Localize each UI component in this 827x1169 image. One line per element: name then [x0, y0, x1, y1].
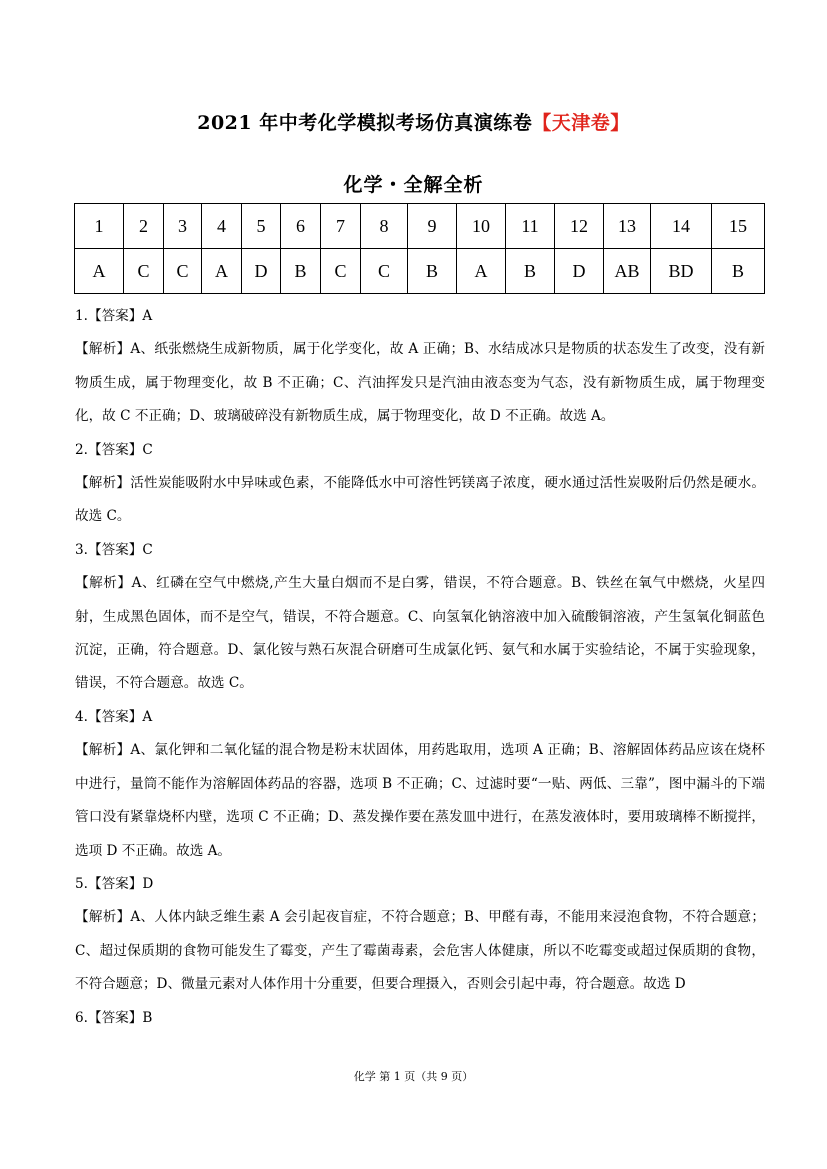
- table-cell-answer: D: [242, 249, 281, 294]
- table-cell-number: 13: [604, 204, 651, 249]
- page-footer: 化学 第 1 页（共 9 页）: [353, 1070, 474, 1083]
- table-cell-number: 10: [457, 204, 506, 249]
- table-cell-answer: C: [321, 249, 361, 294]
- table-cell-answer: A: [202, 249, 242, 294]
- table-cell-answer: A: [457, 249, 506, 294]
- table-cell-answer: B: [712, 249, 765, 294]
- table-cell-answer: C: [164, 249, 202, 294]
- table-cell-number: 8: [361, 204, 408, 249]
- answer-line: 1.【答案】A: [75, 308, 153, 324]
- analysis-paragraph: 【解析】A、红磷在空气中燃烧,产生大量白烟而不是白雾，错误，不符合题意。B、铁丝在氧气中燃烧，火星四射，生成黑色固体，而不是空气，错误，不符合题意。C、向氢氧化钠溶液中加入硫酸铜溶液，产生氢氧化铜蓝色沉淀，正确，符合题意。D、氯化铵与熟石灰混合研磨可生成氯化钙、氨气和水属于实验结论，不属于实验现象，错误，不符合题意。故选 C。: [75, 575, 765, 692]
- analysis-paragraph: 【解析】活性炭能吸附水中异味或色素，不能降低水中可溶性钙镁离子浓度，硬水通过活性炭吸附后仍然是硬水。故选 C。: [75, 475, 765, 525]
- table-cell-number: 2: [124, 204, 164, 249]
- table-cell-number: 7: [321, 204, 361, 249]
- table-cell-answer: B: [506, 249, 555, 294]
- table-cell-number: 6: [281, 204, 321, 249]
- table-cell-answer: C: [361, 249, 408, 294]
- answer-table-answer-row: [75, 249, 765, 294]
- table-cell-number: 1: [75, 204, 124, 249]
- page-title: [0, 108, 827, 135]
- title-highlight: 【天津卷】: [532, 112, 630, 134]
- answer-table: [74, 203, 765, 294]
- table-cell-number: 9: [408, 204, 457, 249]
- answer-line: 3.【答案】C: [75, 541, 153, 558]
- answer-line: 5.【答案】D: [75, 875, 154, 892]
- answer-line: 2.【答案】C: [75, 441, 153, 458]
- table-cell-answer: AB: [604, 249, 651, 294]
- table-cell-answer: B: [281, 249, 321, 294]
- table-cell-answer: C: [124, 249, 164, 294]
- table-cell-answer: BD: [651, 249, 712, 294]
- table-cell-answer: B: [408, 249, 457, 294]
- table-cell-number: 3: [164, 204, 202, 249]
- table-cell-number: 4: [202, 204, 242, 249]
- table-cell-answer: A: [75, 249, 124, 294]
- analysis-paragraph: 【解析】A、人体内缺乏维生素 A 会引起夜盲症，不符合题意；B、甲醛有毒，不能用来浸泡食物，不符合题意；C、超过保质期的食物可能发生了霉变，产生了霉菌毒素，会危害人体健康，所以不吃霉变或超过保质期的食物，不符合题意；D、微量元素对人体作用十分重要，但要合理摄入，否则会引起中毒，符合题意。故选 D: [75, 909, 765, 993]
- analysis-paragraph: 【解析】A、氯化钾和二氧化锰的混合物是粉末状固体，用药匙取用，选项 A 正确；B、溶解固体药品应该在烧杯中进行，量筒不能作为溶解固体药品的容器，选项 B 不正确；C、过滤时要“一贴、两低、三靠”，图中漏斗的下端管口没有紧靠烧杯内壁，选项 C 不正确；D、蒸发操作要在蒸发皿中进行，在蒸发液体时，要用玻璃棒不断搅拌，选项 D 不正确。故选 A。: [75, 742, 765, 859]
- table-cell-number: 14: [651, 204, 712, 249]
- answer-line: 6.【答案】B: [75, 1009, 153, 1026]
- table-cell-number: 5: [242, 204, 281, 249]
- explanations: [75, 300, 765, 1035]
- table-cell-number: 15: [712, 204, 765, 249]
- table-cell-number: 12: [555, 204, 604, 249]
- title-prefix: 2021 年中考化学模拟考场仿真演练卷: [197, 112, 533, 134]
- answer-line: 4.【答案】A: [75, 708, 153, 725]
- analysis-paragraph: 【解析】A、纸张燃烧生成新物质，属于化学变化，故 A 正确；B、水结成冰只是物质的状态发生了改变，没有新物质生成，属于物理变化，故 B 不正确；C、汽油挥发只是汽油由液态变为气态，没有新物质生成，属于物理变化，故 C 不正确；D、玻璃破碎没有新物质生成，属于物理变化，故 D 不正确。故选 A。: [75, 341, 765, 425]
- answer-table-number-row: [75, 204, 765, 249]
- page-subtitle: 化学・全解全析: [343, 174, 484, 196]
- table-cell-answer: D: [555, 249, 604, 294]
- table-cell-number: 11: [506, 204, 555, 249]
